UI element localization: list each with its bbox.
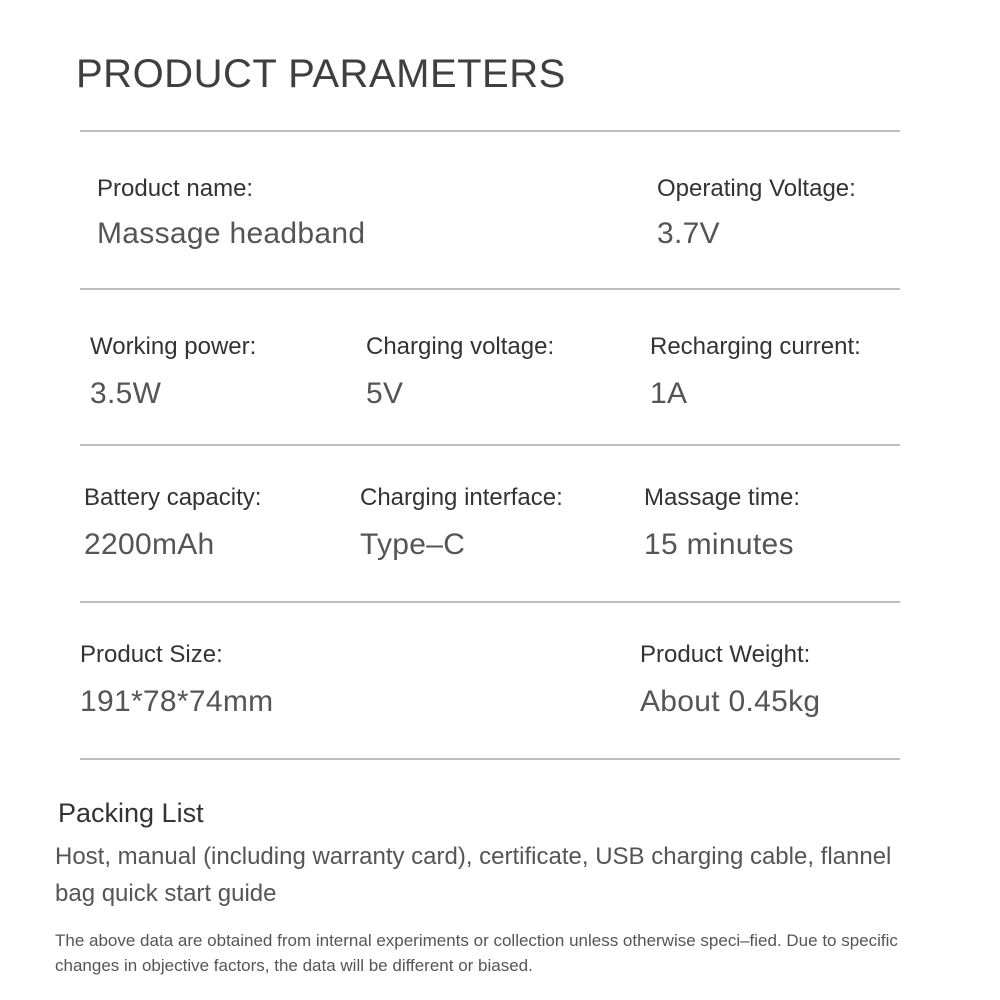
packing-list-title: Packing List <box>58 798 204 828</box>
param-recharging-current <box>650 333 861 412</box>
param-value: 15 minutes <box>644 527 794 561</box>
param-value: 2200mAh <box>84 527 215 561</box>
param-label: Charging voltage: <box>366 333 555 360</box>
divider <box>80 758 900 760</box>
param-working-power <box>90 333 256 412</box>
param-value: 5V <box>366 376 404 410</box>
param-charging-interface <box>360 484 563 563</box>
param-label: Product Size: <box>80 641 223 668</box>
param-value: Type–C <box>360 527 466 561</box>
param-massage-time <box>644 484 800 563</box>
param-value: 191*78*74mm <box>80 684 274 718</box>
packing-list-text: Host, manual (including warranty card), certificate, USB charging cable, flannel bag quick start guide <box>55 843 892 907</box>
param-label: Operating Voltage: <box>657 175 856 202</box>
param-label: Recharging current: <box>650 333 861 360</box>
param-product-weight <box>640 641 820 720</box>
param-product-name <box>97 175 365 252</box>
disclaimer-text: The above data are obtained from internal experiments or collection unless otherwise speci–fied. Due to specific changes in objective factors, the data will be different or biased. <box>55 931 898 975</box>
divider <box>80 288 900 290</box>
param-label: Product Weight: <box>640 641 811 668</box>
param-operating-voltage <box>657 175 856 252</box>
param-battery-capacity <box>84 484 261 563</box>
divider <box>80 601 900 603</box>
param-value: 3.7V <box>657 216 720 250</box>
param-value: 3.5W <box>90 376 162 410</box>
param-label: Working power: <box>90 333 257 360</box>
param-value: 1A <box>650 376 688 410</box>
param-value: About 0.45kg <box>640 684 821 718</box>
page-title: PRODUCT PARAMETERS <box>76 52 566 96</box>
divider <box>80 444 900 446</box>
param-value: Massage headband <box>97 216 366 250</box>
divider <box>80 130 900 132</box>
param-label: Charging interface: <box>360 484 563 511</box>
param-label: Massage time: <box>644 484 801 511</box>
param-label: Product name: <box>97 175 254 202</box>
param-label: Battery capacity: <box>84 484 262 511</box>
param-product-size <box>80 641 273 720</box>
param-charging-voltage <box>366 333 554 412</box>
